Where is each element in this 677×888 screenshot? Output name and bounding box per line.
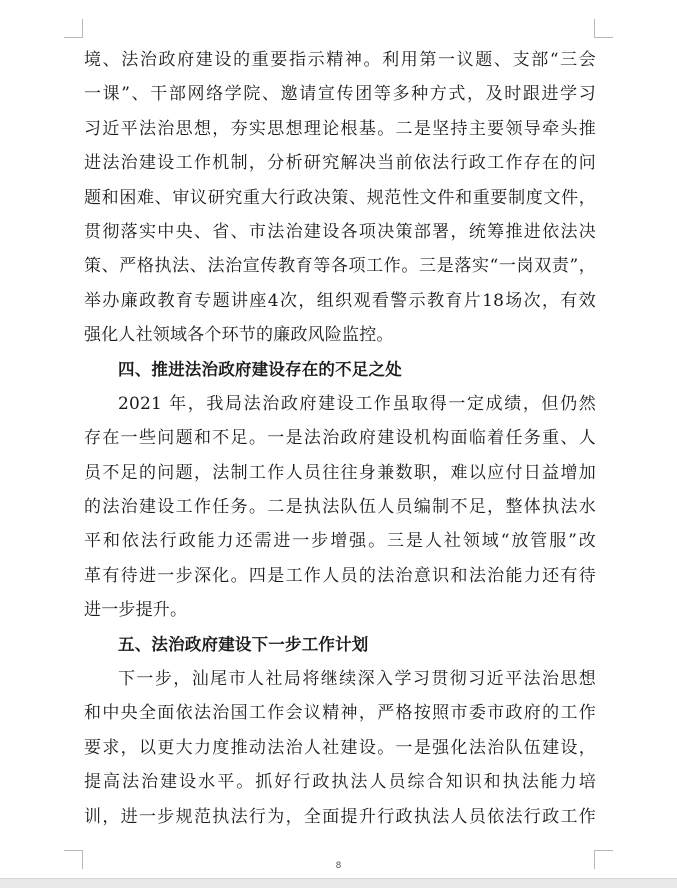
crop-mark-top-left <box>64 19 83 38</box>
paragraph-line: 强化人社领域各个环节的廉政风险监控。 <box>84 325 394 346</box>
paragraph-line: 策、严格执法、法治宣传教育等各项工作。三是落实“一岗双责”， <box>84 256 596 277</box>
paragraph-line: 下一步，汕尾市人社局将继续深入学习贯彻习近平法治思想 <box>118 669 596 690</box>
paragraph-line: 平和依法行政能力还需进一步增强。三是人社领域“放管服”改 <box>84 531 596 552</box>
paragraph-line: 要求，以更大力度推动法治人社建设。一是强化法治队伍建设， <box>84 737 596 758</box>
paragraph-line: 提高法治建设水平。抓好行政执法人员综合知识和执法能力培 <box>84 772 596 793</box>
paragraph-line: 一课”、干部网络学院、邀请宣传团等多种方式，及时跟进学习 <box>84 84 596 105</box>
paragraph-line: 和中央全面依法治国工作会议精神，严格按照市委市政府的工作 <box>84 703 596 724</box>
paragraph-line: 存在一些问题和不足。一是法治政府建设机构面临着任务重、人 <box>84 428 596 449</box>
paragraph-line: 员不足的问题，法制工作人员往往身兼数职，难以应付日益增加 <box>84 462 596 483</box>
paragraph-line: 的法治建设工作任务。二是执法队伍人员编制不足，整体执法水 <box>84 497 596 518</box>
paragraph-line: 2021 年，我局法治政府建设工作虽取得一定成绩，但仍然 <box>118 393 596 414</box>
paragraph-line: 进法治建设工作机制，分析研究解决当前依法行政工作存在的问 <box>84 153 596 174</box>
section-heading-5: 五、法治政府建设下一步工作计划 <box>118 634 369 654</box>
paragraph-line: 贯彻落实中央、省、市法治建设各项决策部署，统筹推进依法决 <box>84 221 596 242</box>
section-heading-4: 四、推进法治政府建设存在的不足之处 <box>118 359 402 379</box>
paragraph-line: 革有待进一步深化。四是工作人员的法治意识和法治能力还有待 <box>84 565 596 586</box>
page-number: 8 <box>335 861 342 871</box>
paragraph-line: 境、法治政府建设的重要指示精神。利用第一议题、支部“三会 <box>84 50 596 70</box>
paragraph-line: 题和困难、审议研究重大行政决策、规范性文件和重要制度文件， <box>84 187 596 208</box>
paragraph-line: 习近平法治思想，夯实思想理论根基。二是坚持主要领导牵头推 <box>84 118 596 139</box>
paragraph-line: 进一步提升。 <box>84 600 188 621</box>
paragraph-line: 举办廉政教育专题讲座4次，组织观看警示教育片18场次，有效 <box>84 290 596 311</box>
paragraph-line: 训，进一步规范执法行为，全面提升行政执法人员依法行政工作 <box>84 806 596 827</box>
document-body <box>84 43 596 834</box>
crop-mark-top-right <box>594 19 613 38</box>
